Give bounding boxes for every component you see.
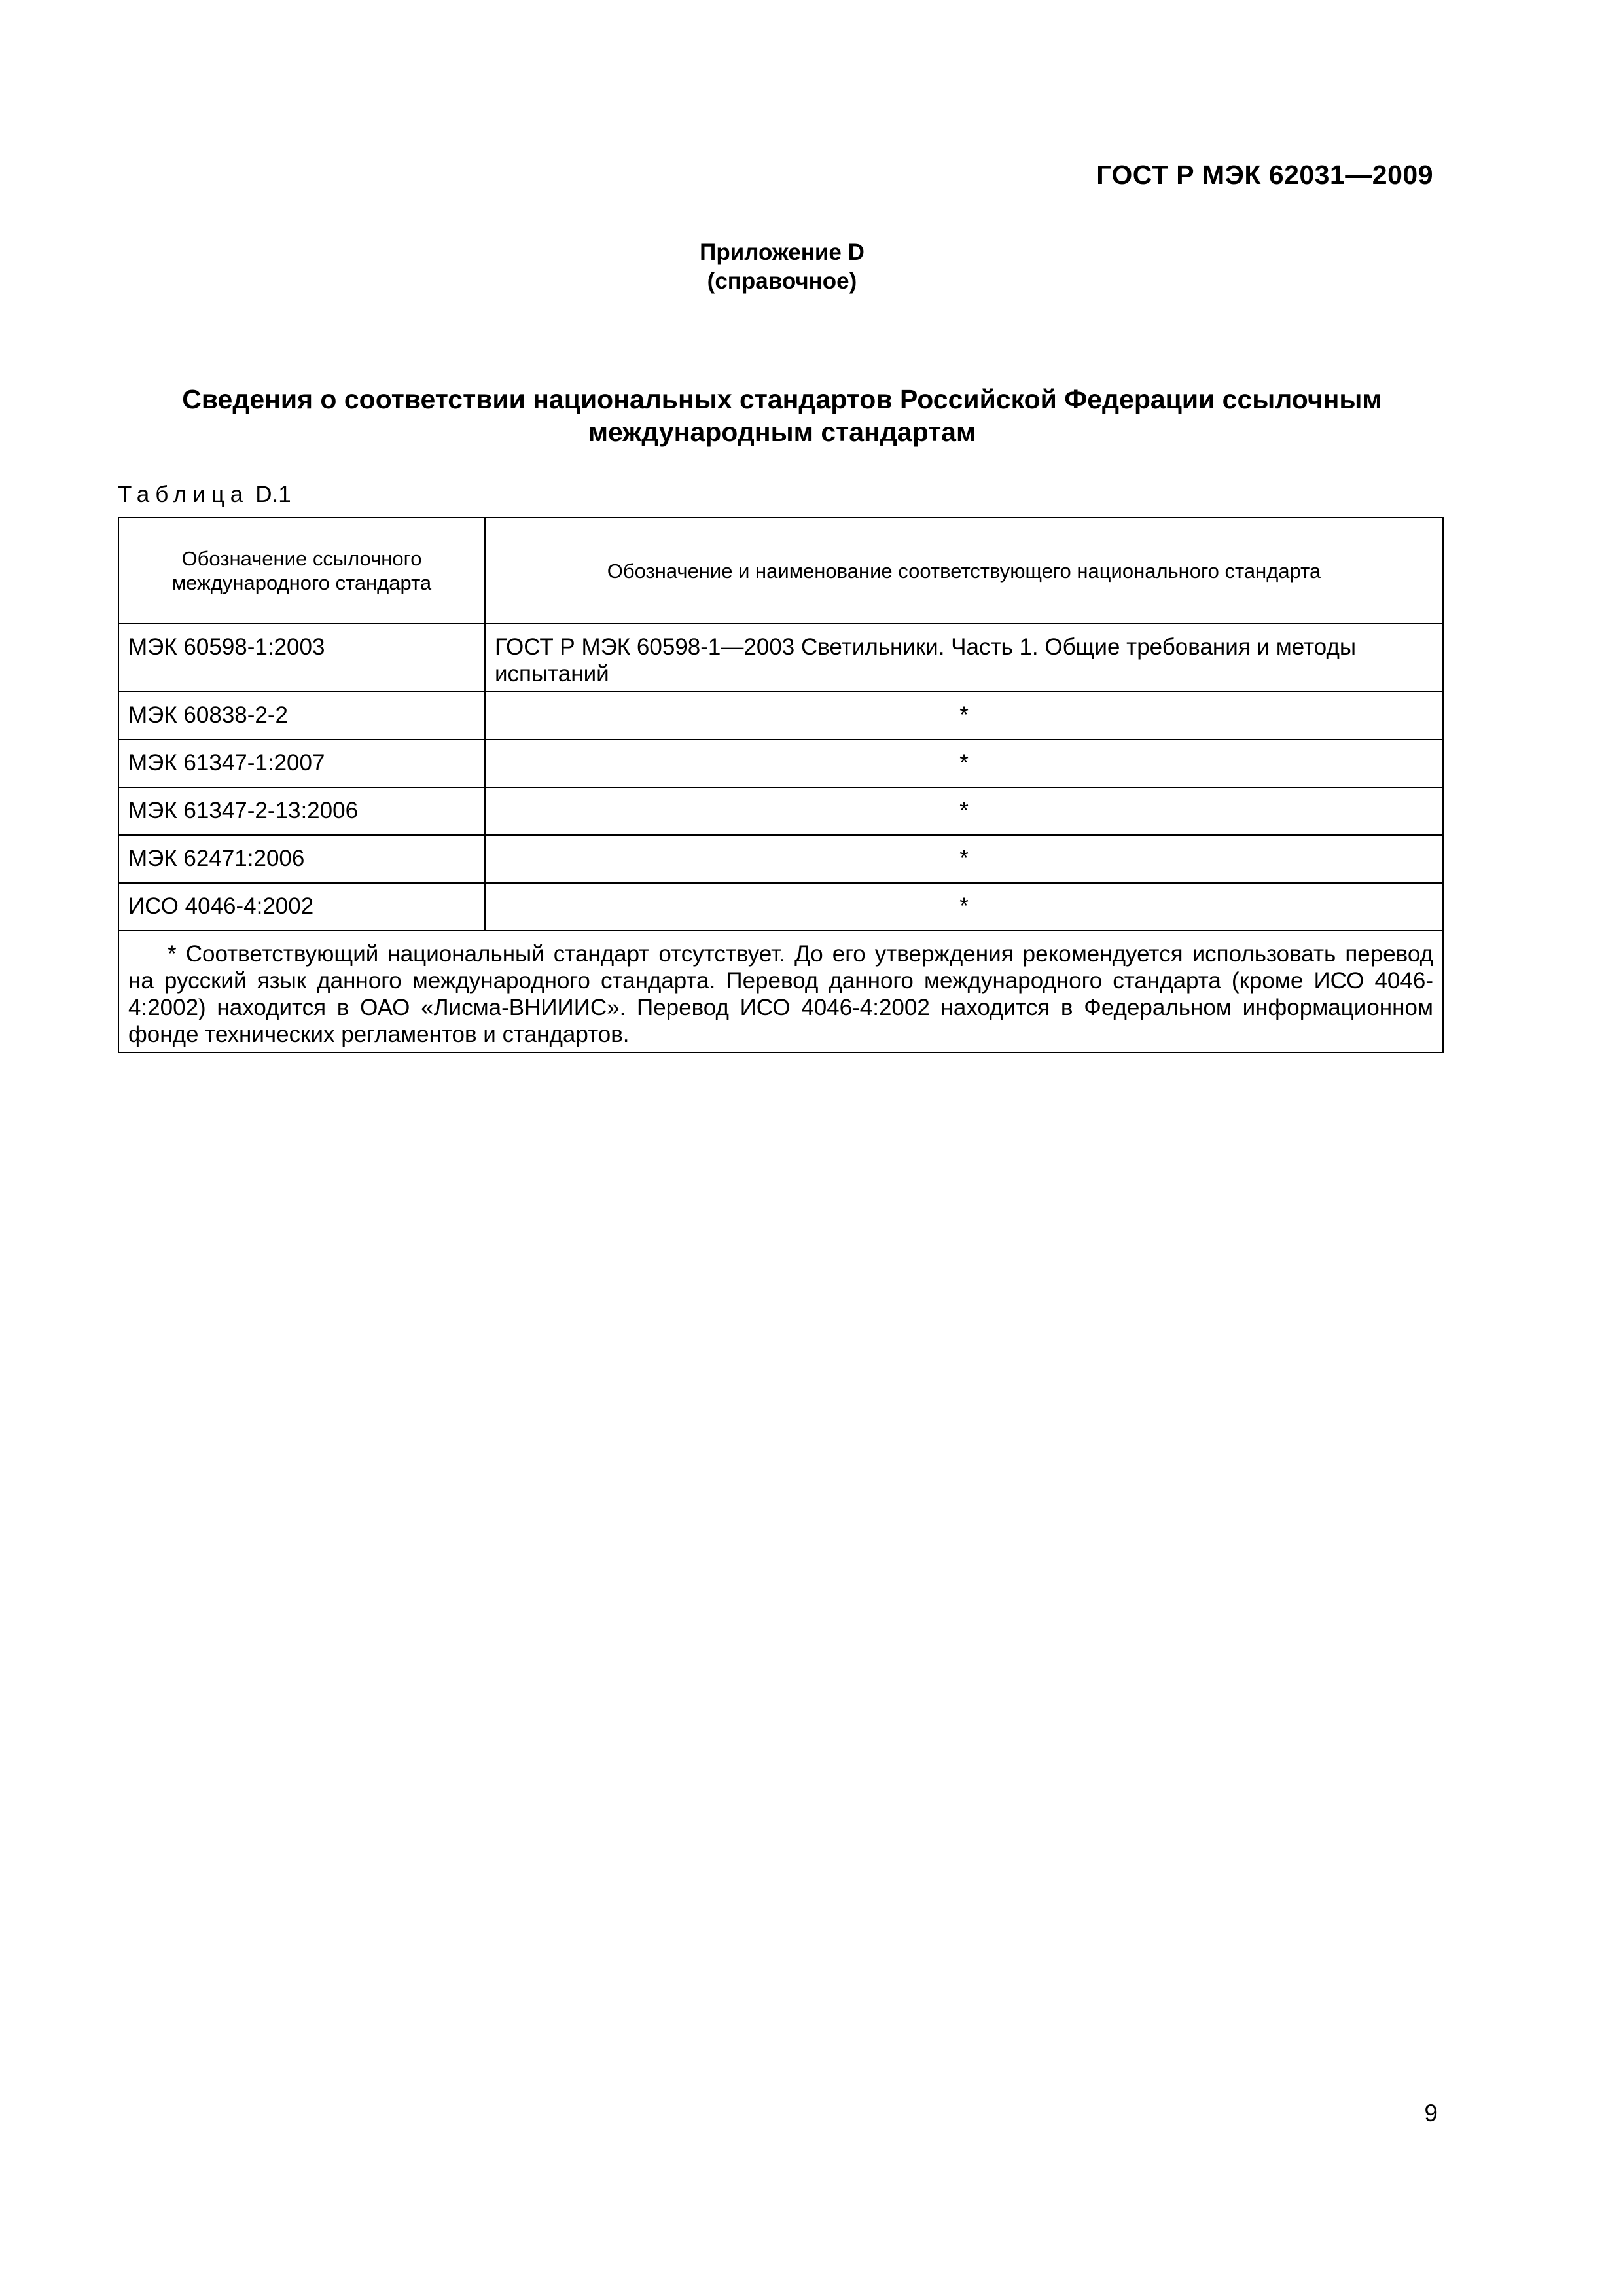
national-standard-cell: ГОСТ Р МЭК 60598-1—2003 Светильники. Часть 1. Общие требования и методы испытаний: [485, 624, 1443, 692]
intl-standard-cell: МЭК 61347-2-13:2006: [118, 787, 485, 835]
intl-standard-cell: МЭК 60598-1:2003: [118, 624, 485, 692]
correspondence-table: [118, 517, 1444, 1053]
national-standard-cell: *: [485, 883, 1443, 931]
table-row: [118, 835, 1443, 883]
annex-heading: [0, 238, 1564, 296]
table-footnote-row: [118, 931, 1443, 1052]
header-national-standard: Обозначение и наименование соответствующего национального стандарта: [485, 518, 1443, 624]
table-caption: [118, 482, 291, 508]
national-standard-cell: *: [485, 692, 1443, 740]
document-title-line-2: международным стандартам: [588, 417, 976, 447]
intl-standard-cell: МЭК 62471:2006: [118, 835, 485, 883]
intl-standard-cell: МЭК 61347-1:2007: [118, 740, 485, 787]
document-title: [118, 383, 1446, 448]
standard-id-header: ГОСТ Р МЭК 62031—2009: [1096, 160, 1433, 190]
table-row: [118, 883, 1443, 931]
national-standard-cell: *: [485, 740, 1443, 787]
header-intl-standard: Обозначение ссылочного международного стандарта: [118, 518, 485, 624]
table-caption-word: Таблица: [118, 482, 249, 507]
table-header-row: [118, 518, 1443, 624]
table-footnote: * Соответствующий национальный стандарт отсутствует. До его утверждения рекомендуется использовать перевод на русский язык данного международного стандарта. Перевод данного международного стандарта (кроме ИСО 4046-4:2002) находится в ОАО «Лисма-ВНИИИС». Перевод ИСО 4046-4:2002 находится в Федеральном информационном фонде технических регламентов и стандартов.: [118, 931, 1443, 1052]
annex-type: (справочное): [707, 268, 857, 294]
table-row: [118, 787, 1443, 835]
table-row: [118, 740, 1443, 787]
national-standard-cell: *: [485, 835, 1443, 883]
national-standard-cell: *: [485, 787, 1443, 835]
table-caption-number: D.1: [255, 482, 291, 507]
page-number: 9: [1424, 2100, 1438, 2126]
annex-title: Приложение D: [700, 240, 865, 265]
table-row: [118, 624, 1443, 692]
table-row: [118, 692, 1443, 740]
intl-standard-cell: МЭК 60838-2-2: [118, 692, 485, 740]
intl-standard-cell: ИСО 4046-4:2002: [118, 883, 485, 931]
document-title-line-1: Сведения о соответствии национальных стандартов Российской Федерации ссылочным: [182, 384, 1382, 414]
